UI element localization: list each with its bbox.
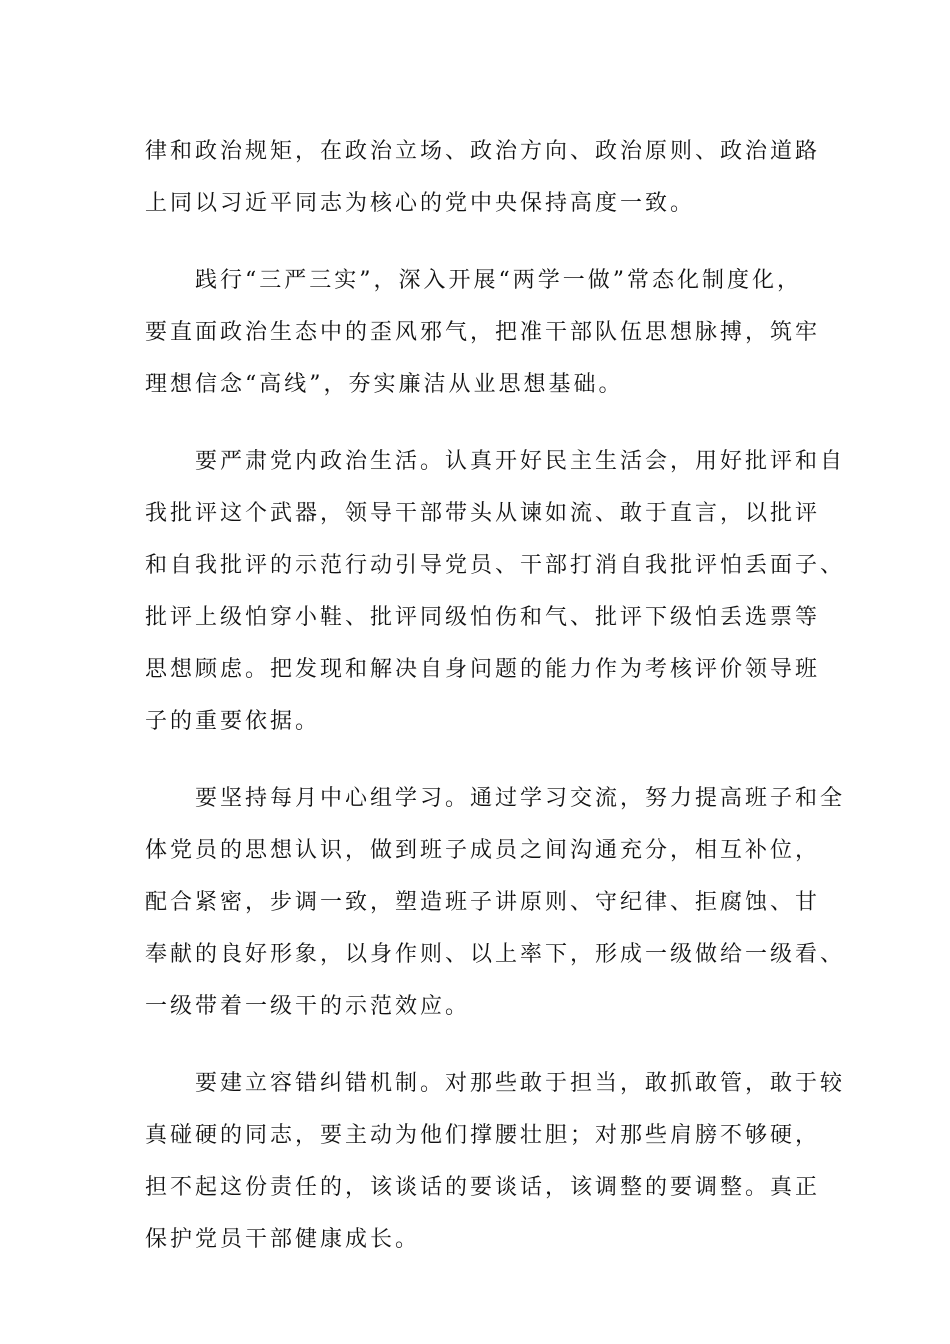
text-line: 上同以习近平同志为核心的党中央保持高度一致。 xyxy=(145,191,696,216)
text-line: 我批评这个武器，领导干部带头从谏如流、敢于直言，以批评 xyxy=(145,501,821,526)
text-line: 要建立容错纠错机制。对那些敢于担当，敢抓敢管，敢于较 xyxy=(145,1071,846,1096)
text-line: 要严肃党内政治生活。认真开好民主生活会，用好批评和自 xyxy=(145,449,846,474)
text-line: 要直面政治生态中的歪风邪气，把准干部队伍思想脉搏，筑牢 xyxy=(145,320,821,345)
text-line: 和自我批评的示范行动引导党员、干部打消自我批评怕丢面子、 xyxy=(145,553,846,578)
text-line: 律和政治规矩，在政治立场、政治方向、政治原则、政治道路 xyxy=(145,139,821,164)
text-line: 担不起这份责任的，该谈话的要谈话，该调整的要调整。真正 xyxy=(145,1175,821,1200)
text-line: 要坚持每月中心组学习。通过学习交流，努力提高班子和全 xyxy=(145,786,846,811)
text-line: 理想信念“高线”，夯实廉洁从业思想基础。 xyxy=(145,372,624,397)
text-line: 体党员的思想认识，做到班子成员之间沟通充分，相互补位， xyxy=(145,838,821,863)
paragraph-3 xyxy=(145,436,846,748)
paragraph-4 xyxy=(145,773,846,1033)
text-line: 配合紧密，步调一致，塑造班子讲原则、守纪律、拒腐蚀、甘 xyxy=(145,890,821,915)
text-line: 真碰硬的同志，要主动为他们撑腰壮胆；对那些肩膀不够硬， xyxy=(145,1123,821,1148)
text-line: 思想顾虑。把发现和解决自身问题的能力作为考核评价领导班 xyxy=(145,657,821,682)
text-line: 奉献的良好形象，以身作则、以上率下，形成一级做给一级看、 xyxy=(145,942,846,967)
text-line: 子的重要依据。 xyxy=(145,709,321,734)
text-line: 保护党员干部健康成长。 xyxy=(145,1227,421,1252)
text-line: 一级带着一级干的示范效应。 xyxy=(145,994,471,1019)
text-line: 批评上级怕穿小鞋、批评同级怕伤和气、批评下级怕丢选票等 xyxy=(145,605,821,630)
text-line: 践行“三严三实”，深入开展“两学一做”常态化制度化， xyxy=(145,268,802,293)
paragraph-5 xyxy=(145,1058,846,1266)
document-body xyxy=(145,126,846,1291)
paragraph-2 xyxy=(145,255,825,411)
paragraph-1 xyxy=(145,126,825,230)
